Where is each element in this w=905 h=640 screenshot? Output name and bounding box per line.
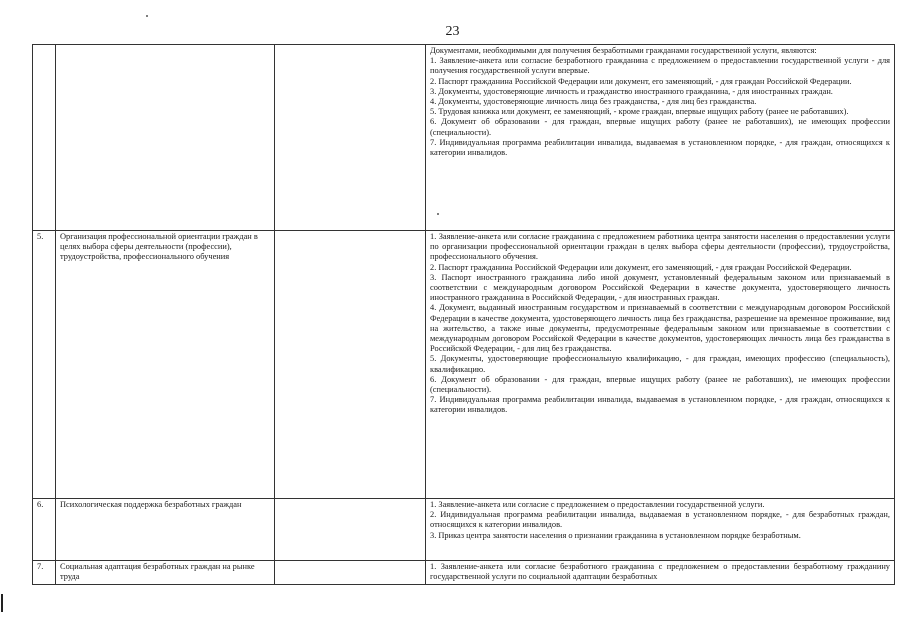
empty-cell [275, 499, 426, 561]
document-item: Документами, необходимыми для получения безработными гражданами государственной услуги, являются: [430, 46, 817, 55]
document-item: 4. Документ, выданный иностранным государством и признаваемый в соответствии с международным договором Российской Федерации в качестве документа, удостоверяющего личность лица без гражданства, разрешение на временное проживание, вид на жительство, а также иные документы, предусмотренные федеральным законом или признаваемые в соответствии с международным договором Российской Федерации в качестве документов, удостоверяющих личность лица без гражданства в Российской Федерации, - для лиц без гражданства. [430, 303, 890, 354]
service-name: Организация профессиональной ориентации граждан в целях выбора сферы деятельности (профессии), трудоустройства, профессионального обучения [56, 231, 275, 499]
document-item: 7. Индивидуальная программа реабилитации инвалида, выдаваемая в установленном порядке, - для граждан, относящихся к категории инвалидов. [430, 395, 890, 415]
document-item: 1. Заявление-анкета или согласие безработного гражданина с предложением о предоставлении государственной услуги - для получения государственной услуги впервые. [430, 56, 890, 76]
document-item: 1. Заявление-анкета или согласие гражданина с предложением работника центра занятости населения о предоставлении услуги по организации профессиональной ориентации граждан в целях выбора сферы деятельности (профессии), трудоустройства, профессионального обучения. [430, 232, 890, 262]
document-item: 2. Паспорт гражданина Российской Федерации или документ, его заменяющий, - для граждан Российской Федерации. [430, 76, 852, 86]
document-item: 5. Документы, удостоверяющие профессиональную квалификацию, - для граждан, имеющих профессию (специальность), квалификацию. [430, 354, 890, 374]
row-number: 5. [33, 231, 56, 499]
required-documents [426, 45, 895, 231]
document-item: 6. Документ об образовании - для граждан, впервые ищущих работу (ранее не работавших), не имеющих профессии (специальности). [430, 374, 890, 395]
empty-cell [275, 231, 426, 499]
document-item: 2. Паспорт гражданина Российской Федерации или документ, его заменяющий, - для граждан Российской Федерации. [430, 262, 852, 272]
document-item: 3. Документы, удостоверяющие личность и гражданство иностранного гражданина, - для иностранных граждан. [430, 86, 833, 96]
document-item: 4. Документы, удостоверяющие личность лица без гражданства, - для лиц без гражданства. [430, 97, 757, 107]
required-documents [426, 561, 895, 585]
empty-cell [275, 45, 426, 231]
document-item: 2. Индивидуальная программа реабилитации инвалида, выдаваемая в установленном порядке, - для безработных граждан, относящихся к категории инвалидов. [430, 510, 890, 530]
service-name [56, 45, 275, 231]
document-item: 7. Индивидуальная программа реабилитации инвалида, выдаваемая в установленном порядке, - для граждан, относящихся к категории инвалидов. [430, 137, 890, 158]
table-row [33, 499, 895, 561]
row-number: 7. [33, 561, 56, 585]
service-name: Социальная адаптация безработных граждан на рынке труда [56, 561, 275, 585]
empty-cell [275, 561, 426, 585]
document-item: 1. Заявление-анкета или согласие с предложением о предоставлении государственной услуги. [430, 500, 765, 509]
row-number: 6. [33, 499, 56, 561]
table-row [33, 45, 895, 231]
services-documents-table [32, 44, 895, 585]
document-item: 3. Паспорт иностранного гражданина либо иной документ, установленный федеральным законом или признаваемый в соответствии с международным договором Российской Федерации в качестве документа, удостоверяющего личность иностранного гражданина в Российской Федерации, - для иностранных граждан. [430, 272, 890, 303]
document-item: 5. Трудовая книжка или документ, ее заменяющий, - кроме граждан, впервые ищущих работу (ранее не работавших). [430, 107, 849, 117]
required-documents [426, 499, 895, 561]
document-item: 1. Заявление-анкета или согласие безработного гражданина с предложением о предоставлении безработному гражданину государственной услуги по социальной адаптации безработных [430, 562, 890, 582]
document-item: 6. Документ об образовании - для граждан, впервые ищущих работу (ранее не работавших), не имеющих профессии (специальности). [430, 117, 890, 137]
document-item: 3. Приказ центра занятости населения о признании гражданина в установленном порядке безработным. [430, 530, 801, 540]
scan-speck [146, 15, 148, 17]
table-row [33, 561, 895, 585]
service-name: Психологическая поддержка безработных граждан [56, 499, 275, 561]
page-number: 23 [445, 24, 460, 39]
required-documents [426, 231, 895, 499]
row-number [33, 45, 56, 231]
table-row [33, 231, 895, 499]
scan-edge-mark [1, 594, 3, 612]
